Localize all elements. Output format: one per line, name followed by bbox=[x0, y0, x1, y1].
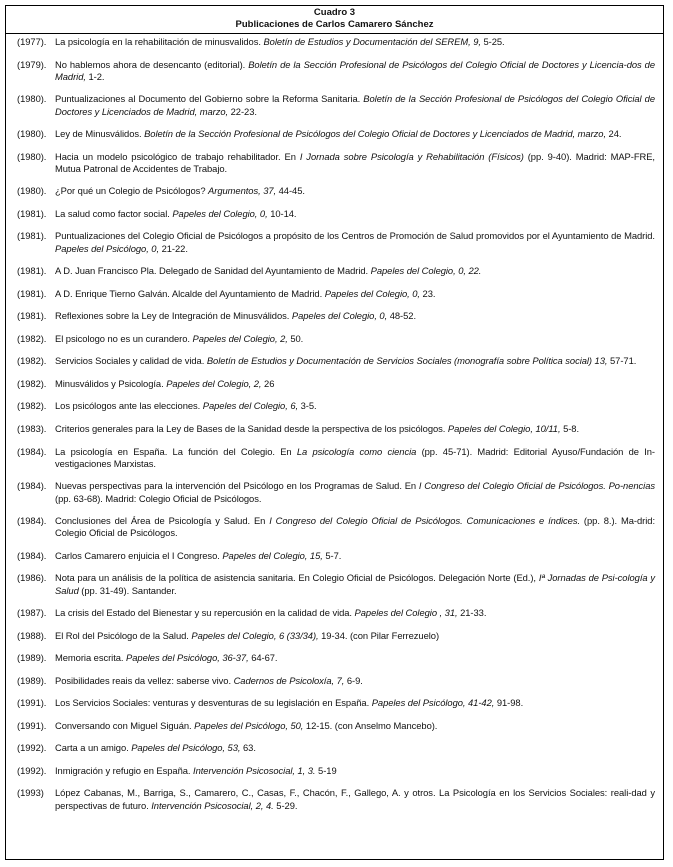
publication-list bbox=[6, 34, 663, 812]
citation-source: I Congreso del Colegio Oficial de Psicólogos. Comunicaciones e índices. bbox=[269, 515, 581, 527]
citation-text: Los Servicios Sociales: venturas y desventuras de su legislación en España. bbox=[55, 697, 372, 709]
publication-year: (1981). bbox=[17, 265, 47, 277]
publication-citation bbox=[55, 128, 655, 140]
citation-text: 12-15. (con Anselmo Mancebo). bbox=[303, 719, 438, 731]
citation-text: Conclusiones del Área de Psicología y Salud. En bbox=[55, 515, 270, 527]
citation-text: Minusválidos y Psicología. bbox=[55, 377, 167, 389]
publication-entry bbox=[17, 572, 655, 596]
publication-entry bbox=[17, 333, 655, 345]
citation-text: 21-33. bbox=[457, 607, 487, 619]
citation-text: 3-5. bbox=[298, 400, 317, 412]
publication-year: (1986). bbox=[17, 572, 47, 584]
publication-year: (1979). bbox=[17, 58, 47, 70]
publication-year: (1980). bbox=[17, 93, 47, 105]
citation-source: Argumentos, 37, bbox=[208, 185, 277, 197]
publication-citation bbox=[55, 480, 655, 504]
citation-text: Carlos Camarero enjuicia el I Congreso. bbox=[55, 549, 223, 561]
publication-citation bbox=[55, 265, 655, 277]
citation-text: 23. bbox=[419, 287, 436, 299]
publication-entry bbox=[17, 378, 655, 390]
citation-source: Papeles del Colegio, 6 (33/34), bbox=[191, 629, 319, 641]
citation-text: 1-2. bbox=[85, 70, 105, 82]
publication-citation bbox=[55, 208, 655, 220]
citation-source: La psicología como ciencia bbox=[296, 445, 417, 457]
publication-year: (1992). bbox=[17, 764, 47, 776]
publication-entry bbox=[17, 765, 655, 777]
citation-source: Intervención Psicosocial, 1, 3. bbox=[193, 764, 316, 776]
citation-text: 6-9. bbox=[344, 674, 363, 686]
publication-citation bbox=[55, 765, 655, 777]
publication-year: (1981). bbox=[17, 230, 47, 242]
citation-text: (pp. 63-68). Madrid: Colegio Oficial de Psicólogos. bbox=[55, 492, 262, 504]
publication-year: (1977). bbox=[17, 36, 47, 47]
citation-text: A D. Enrique Tierno Galván. Alcalde del Ayuntamiento de Madrid. bbox=[55, 287, 325, 299]
publication-entry bbox=[17, 355, 655, 367]
publication-citation bbox=[55, 446, 655, 470]
citation-source: Papeles del Colegio, 0, bbox=[324, 287, 420, 299]
publication-entry bbox=[17, 265, 655, 277]
publication-entry bbox=[17, 480, 655, 504]
publication-entry bbox=[17, 675, 655, 687]
publication-entry bbox=[17, 93, 655, 117]
publication-citation bbox=[55, 400, 655, 412]
citation-text: ¿Por qué un Colegio de Psicólogos? bbox=[55, 185, 209, 197]
citation-text: La psicología en la rehabilitación de minusvalidos. bbox=[55, 36, 264, 47]
publication-entry bbox=[17, 400, 655, 412]
citation-source: Papeles del Colegio, 0, bbox=[291, 310, 388, 322]
citation-source: Boletín de Estudios y Documentación de Servicios Sociales (monografía sobre Política social) 13, bbox=[206, 355, 608, 367]
publication-entry bbox=[17, 630, 655, 642]
publication-entry bbox=[17, 742, 655, 754]
citation-text: 24. bbox=[606, 128, 622, 140]
citation-text: Ley de Minusválidos. bbox=[55, 128, 145, 140]
citation-text: 50. bbox=[287, 332, 304, 344]
publication-entry bbox=[17, 208, 655, 220]
citation-text: Nota para un análisis de la política de asistencia sanitaria. En Colegio Oficial de Psicólogos. Delegación Norte (Ed.), bbox=[55, 572, 539, 584]
publication-year: (1983). bbox=[17, 423, 47, 435]
publication-year: (1984). bbox=[17, 480, 47, 492]
citation-text: Inmigración y refugio en España. bbox=[55, 764, 194, 776]
citation-source: Papeles del Colegio , 31, bbox=[354, 607, 458, 619]
citation-text: Carta a un amigo. bbox=[55, 742, 132, 754]
publication-citation bbox=[55, 288, 655, 300]
citation-text: 64-67. bbox=[248, 652, 278, 664]
publication-year: (1980). bbox=[17, 128, 47, 140]
citation-text: La crisis del Estado del Bienestar y su repercusión en la calidad de vida. bbox=[55, 607, 355, 619]
citation-text: 5-8. bbox=[560, 423, 580, 435]
citation-text: 57-71. bbox=[607, 355, 637, 367]
citation-source: Boletín de la Sección Profesional de Psicólogos del Colegio Oficial de Doctores y Licenciados de Madrid, marzo, bbox=[144, 128, 606, 140]
citation-text: (pp. 45-71). Madrid: Editorial Ayuso/Fundación de In-vestigaciones Marxistas. bbox=[55, 445, 655, 469]
publication-citation bbox=[55, 93, 655, 117]
publication-entry bbox=[17, 185, 655, 197]
citation-source: I Jornada sobre Psicología y Rehabilitación (Físicos) bbox=[299, 150, 524, 162]
citation-source: I Congreso del Colegio Oficial de Psicólogos. Po-nencias bbox=[418, 480, 655, 492]
publication-citation bbox=[55, 378, 655, 390]
publication-year: (1989). bbox=[17, 674, 47, 686]
citation-text: López Cabanas, M., Barriga, S., Camarero, C., Casas, F., Chacón, F., Gallego, A. y otros. La Psicología en los Servicios Sociales: reali-dad y perspectivas de futuro. bbox=[55, 787, 655, 811]
citation-text: La psicología en España. La función del Colegio. En bbox=[55, 445, 297, 457]
citation-text: 48-52. bbox=[387, 310, 416, 322]
publication-citation bbox=[55, 423, 655, 435]
citation-text: (pp. 8.). Ma-drid: Colegio Oficial de Psicólogos. bbox=[55, 515, 655, 539]
citation-text: No hablemos ahora de desencanto (editorial). bbox=[55, 58, 249, 70]
citation-source: Boletín de Estudios y Documentación del SEREM, 9, bbox=[263, 36, 481, 47]
citation-text: Memoria escrita. bbox=[55, 652, 127, 664]
publication-entry bbox=[17, 128, 655, 140]
publication-citation bbox=[55, 607, 655, 619]
publication-year: (1980). bbox=[17, 150, 47, 162]
publication-citation bbox=[55, 652, 655, 664]
publication-entry bbox=[17, 36, 655, 48]
publication-entry bbox=[17, 550, 655, 562]
publication-entry bbox=[17, 59, 655, 83]
publication-year: (1992). bbox=[17, 742, 47, 754]
publication-citation bbox=[55, 310, 655, 322]
publication-year: (1984). bbox=[17, 549, 47, 561]
citation-source: Papeles del Psicólogo, 41-42, bbox=[371, 697, 495, 709]
citation-source: Papeles del Psicólogo, 0, bbox=[55, 242, 160, 254]
citation-source: Papeles del Colegio, 2, bbox=[166, 377, 262, 389]
citation-text: 44-45. bbox=[276, 185, 305, 197]
citation-text: Reflexiones sobre la Ley de Integración de Minusválidos. bbox=[55, 310, 292, 322]
publication-year: (1980). bbox=[17, 185, 47, 197]
publication-year: (1991). bbox=[17, 719, 47, 731]
publication-year: (1982). bbox=[17, 355, 47, 367]
citation-text: La salud como factor social. bbox=[55, 207, 173, 219]
publication-entry bbox=[17, 697, 655, 709]
publication-citation bbox=[55, 36, 655, 48]
publication-citation bbox=[55, 697, 655, 709]
citation-text: (pp. 9-40). Madrid: MAP-FRE, Mutua Patronal de Accidentes de Trabajo. bbox=[55, 150, 655, 174]
citation-text: 19-34. (con Pilar Ferrezuelo) bbox=[318, 629, 440, 641]
publication-entry bbox=[17, 720, 655, 732]
publication-citation bbox=[55, 572, 655, 596]
publication-citation bbox=[55, 59, 655, 83]
citation-text: 5-19 bbox=[315, 764, 337, 776]
citation-text: 22-23. bbox=[228, 105, 257, 117]
publication-entry bbox=[17, 787, 655, 811]
publication-year: (1988). bbox=[17, 629, 47, 641]
table-subtitle: Publicaciones de Carlos Camarero Sánchez bbox=[235, 19, 434, 30]
publication-entry bbox=[17, 607, 655, 619]
citation-source: Papeles del Colegio, 15, bbox=[222, 549, 323, 561]
publication-entry bbox=[17, 515, 655, 539]
publication-year: (1984). bbox=[17, 445, 47, 457]
citation-source: Boletín de la Sección Profesional de Psicólogos del Colegio Oficial de Doctores y Licencia-dos de Madrid, bbox=[55, 58, 656, 82]
publication-year: (1993) bbox=[17, 787, 44, 799]
citation-text: Puntualizaciones del Colegio Oficial de Psicólogos a propósito de los Centros de Promoción de Salud promovidos por el Ayuntamiento de Madrid. bbox=[55, 230, 655, 242]
citation-text: Criterios generales para la Ley de Bases de la Sanidad desde la perspectiva de los psicólogos. bbox=[55, 423, 448, 435]
citation-text: Los psicólogos ante las elecciones. bbox=[55, 400, 203, 412]
citation-text: 5-7. bbox=[322, 549, 342, 561]
citation-text: El psicologo no es un curandero. bbox=[55, 332, 193, 344]
citation-text: (pp. 31-49). Santander. bbox=[78, 584, 177, 596]
table-header bbox=[6, 6, 663, 34]
publication-citation bbox=[55, 630, 655, 642]
citation-text: El Rol del Psicólogo de la Salud. bbox=[55, 629, 192, 641]
publication-entry bbox=[17, 310, 655, 322]
publication-citation bbox=[55, 787, 655, 811]
publication-entry bbox=[17, 288, 655, 300]
publication-year: (1981). bbox=[17, 207, 47, 219]
citation-text: 63. bbox=[240, 742, 256, 754]
publication-year: (1981). bbox=[17, 287, 47, 299]
citation-text: Hacia un modelo psicológico de trabajo rehabilitador. En bbox=[55, 150, 300, 162]
citation-text: Puntualizaciones al Documento del Gobierno sobre la Reforma Sanitaria. bbox=[55, 93, 364, 105]
citation-text: 91-98. bbox=[494, 697, 524, 709]
citation-source: Papeles del Colegio, 2, bbox=[192, 332, 288, 344]
publication-year: (1989). bbox=[17, 652, 47, 664]
citation-text: Posibilidades reais da vellez: saberse vivo. bbox=[55, 674, 234, 686]
citation-source: Papeles del Colegio, 0, 22. bbox=[370, 265, 482, 277]
citation-source: Iª Jornadas de Psi-cología y Salud bbox=[55, 572, 655, 596]
publication-citation bbox=[55, 550, 655, 562]
publication-entry bbox=[17, 423, 655, 435]
publication-year: (1984). bbox=[17, 515, 47, 527]
publication-entry bbox=[17, 652, 655, 664]
publication-year: (1982). bbox=[17, 377, 47, 389]
citation-source: Cadernos de Psicoloxía, 7, bbox=[233, 674, 345, 686]
table-title: Cuadro 3 bbox=[313, 7, 356, 18]
citation-source: Papeles del Psicólogo, 36-37, bbox=[126, 652, 249, 664]
citation-text: 26 bbox=[261, 377, 275, 389]
citation-text: 5-29. bbox=[273, 799, 298, 811]
publication-citation bbox=[55, 675, 655, 687]
publication-citation bbox=[55, 333, 655, 345]
publication-year: (1982). bbox=[17, 400, 47, 412]
citation-source: Papeles del Colegio, 0, bbox=[172, 207, 268, 219]
citation-text: Conversando con Miguel Siguán. bbox=[55, 719, 195, 731]
citation-source: Papeles del Colegio, 6, bbox=[202, 400, 299, 412]
publication-citation bbox=[55, 185, 655, 197]
publication-citation bbox=[55, 151, 655, 175]
publication-entry bbox=[17, 230, 655, 254]
publication-citation bbox=[55, 720, 655, 732]
citation-source: Papeles del Colegio, 10/11, bbox=[447, 423, 561, 435]
citation-text: Nuevas perspectivas para la intervención del Psicólogo en los Programas de Salud. En bbox=[55, 480, 419, 492]
publication-year: (1991). bbox=[17, 697, 47, 709]
citation-text: 21-22. bbox=[159, 242, 188, 254]
publication-year: (1987). bbox=[17, 607, 47, 619]
citation-source: Papeles del Psicólogo, 50, bbox=[194, 719, 304, 731]
publication-entry bbox=[17, 151, 655, 175]
publication-entry bbox=[17, 446, 655, 470]
publications-table bbox=[5, 5, 664, 860]
publication-year: (1982). bbox=[17, 332, 47, 344]
citation-text: Servicios Sociales y calidad de vida. bbox=[55, 355, 207, 367]
publication-year: (1981). bbox=[17, 310, 47, 322]
citation-text: 5-25. bbox=[480, 36, 505, 47]
citation-source: Papeles del Psicólogo, 53, bbox=[131, 742, 241, 754]
citation-source: Boletín de la Sección Profesional de Psicólogos del Colegio Oficial de Doctores y Licenciados de Madrid, marzo, bbox=[55, 93, 655, 117]
citation-source: Intervención Psicosocial, 2, 4. bbox=[151, 799, 274, 811]
citation-text: 10-14. bbox=[267, 207, 297, 219]
citation-text: A D. Juan Francisco Pla. Delegado de Sanidad del Ayuntamiento de Madrid. bbox=[55, 265, 371, 277]
publication-citation bbox=[55, 515, 655, 539]
publication-citation bbox=[55, 355, 655, 367]
publication-citation bbox=[55, 230, 655, 254]
publication-citation bbox=[55, 742, 655, 754]
